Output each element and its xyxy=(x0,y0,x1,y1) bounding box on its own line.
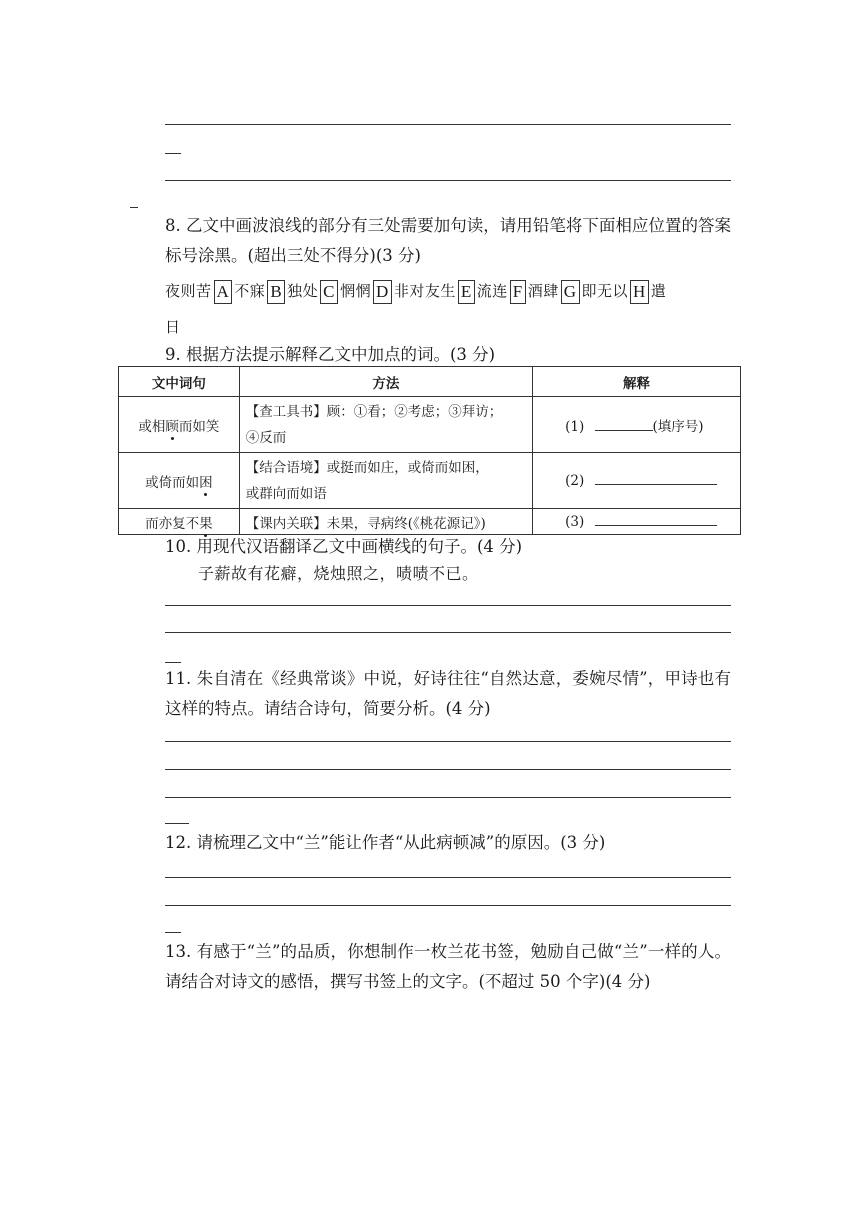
phrase-text: 而如笑 xyxy=(178,418,220,435)
method-text: 【结合语境】或挺而如庄，或倚而如困， xyxy=(245,459,489,476)
method-text: ④反而 xyxy=(245,429,287,446)
segment-text: 即无以 xyxy=(581,282,629,300)
table-row xyxy=(119,397,741,453)
segment-text: 夜则苦 xyxy=(165,282,212,300)
dotted-char: 困 xyxy=(199,474,213,491)
choice-box-d[interactable]: D xyxy=(373,280,392,304)
choice-box-f[interactable]: F xyxy=(510,280,526,304)
answer-cell xyxy=(533,509,741,535)
answer-line-stub xyxy=(130,207,138,208)
answer-number: (2) xyxy=(565,472,585,489)
answer-line-stub xyxy=(165,662,181,663)
phrase-cell xyxy=(119,397,240,453)
phrase-text: 或相 xyxy=(138,418,166,435)
question-13: 13. 有感于“兰”的品质，你想制作一枚兰花书签，勉励自己做“兰”一样的人。请结合对诗文的感悟，撰写书签上的文字。(不超过 50 个字)(4 分) xyxy=(165,942,731,991)
question-12: 12. 请梳理乙文中“兰”能让作者“从此病顿减”的原因。(3 分) xyxy=(165,833,606,852)
method-cell xyxy=(239,509,532,535)
answer-line-stub xyxy=(165,823,189,824)
header-cell: 方法 xyxy=(239,367,532,397)
answer-line-stub xyxy=(165,153,181,154)
segment-tail: 日 xyxy=(165,318,181,336)
answer-line xyxy=(165,632,731,633)
segment-text: 不寐 xyxy=(234,282,266,300)
method-text: 【查工具书】顾：①看；②考虑；③拜访； xyxy=(245,403,503,420)
phrase-cell xyxy=(119,509,240,535)
question-10: 10. 用现代汉语翻译乙文中画横线的句子。(4 分) xyxy=(165,537,523,556)
answer-line xyxy=(165,905,731,906)
segment-text: 流连 xyxy=(476,282,508,300)
choice-box-g[interactable]: G xyxy=(561,280,580,304)
header-cell: 文中词句 xyxy=(119,367,240,397)
dotted-char: 果 xyxy=(199,515,213,532)
choice-box-c[interactable]: C xyxy=(320,280,338,304)
segment-text: 遣 xyxy=(650,282,667,300)
answer-line xyxy=(165,797,731,798)
segment-text: 独处 xyxy=(287,282,319,300)
answer-line xyxy=(165,741,731,742)
table-row xyxy=(119,453,741,509)
choice-box-e[interactable]: E xyxy=(458,280,475,304)
choice-box-a[interactable]: A xyxy=(214,280,233,304)
answer-line xyxy=(165,124,731,125)
segment-text: 酒肆 xyxy=(527,282,559,300)
answer-line xyxy=(165,877,731,878)
question-9: 9. 根据方法提示解释乙文中加点的词。(3 分) xyxy=(165,345,496,364)
method-cell xyxy=(239,453,532,509)
answer-cell xyxy=(533,397,741,453)
method-text: 或群向而如语 xyxy=(245,485,327,502)
dotted-char: 顾 xyxy=(165,418,179,435)
answer-number: (1) xyxy=(565,418,585,435)
method-table xyxy=(118,366,741,535)
method-text: 【课内关联】未果，寻病终(《桃花源记》) xyxy=(245,515,486,532)
answer-blank[interactable] xyxy=(595,430,653,431)
translation-quote: 子薪故有花癖，烧烛照之，啧啧不已。 xyxy=(198,564,479,583)
table-header-row xyxy=(119,367,741,397)
answer-line xyxy=(165,769,731,770)
answer-hint: (填序号) xyxy=(652,418,704,435)
choice-box-h[interactable]: H xyxy=(630,280,649,304)
answer-number: (3) xyxy=(565,513,585,530)
segment-text: 非对友生 xyxy=(393,282,456,300)
answer-blank[interactable] xyxy=(595,525,717,526)
header-cell: 解释 xyxy=(533,367,741,397)
answer-cell xyxy=(533,453,741,509)
answer-line-stub xyxy=(165,932,181,933)
answer-line xyxy=(165,180,731,181)
question-8: 8. 乙文中画波浪线的部分有三处需要加句读，请用铅笔将下面相应位置的答案标号涂黑。(超出三处不得分)(3 分) xyxy=(165,216,731,265)
phrase-cell xyxy=(119,453,240,509)
table-row xyxy=(119,509,741,535)
segment-text: 惘惘 xyxy=(340,282,372,300)
question-11: 11. 朱自清在《经典常谈》中说，好诗往往“自然达意，委婉尽情”，甲诗也有这样的特点。请结合诗句，简要分析。(4 分) xyxy=(165,669,731,718)
choice-box-b[interactable]: B xyxy=(267,280,285,304)
phrase-text: 而亦复不 xyxy=(145,515,200,532)
punctuation-choices xyxy=(165,280,666,304)
method-cell xyxy=(239,397,532,453)
answer-line xyxy=(165,605,731,606)
answer-blank[interactable] xyxy=(595,484,717,485)
phrase-text: 或倚而如 xyxy=(145,474,200,491)
